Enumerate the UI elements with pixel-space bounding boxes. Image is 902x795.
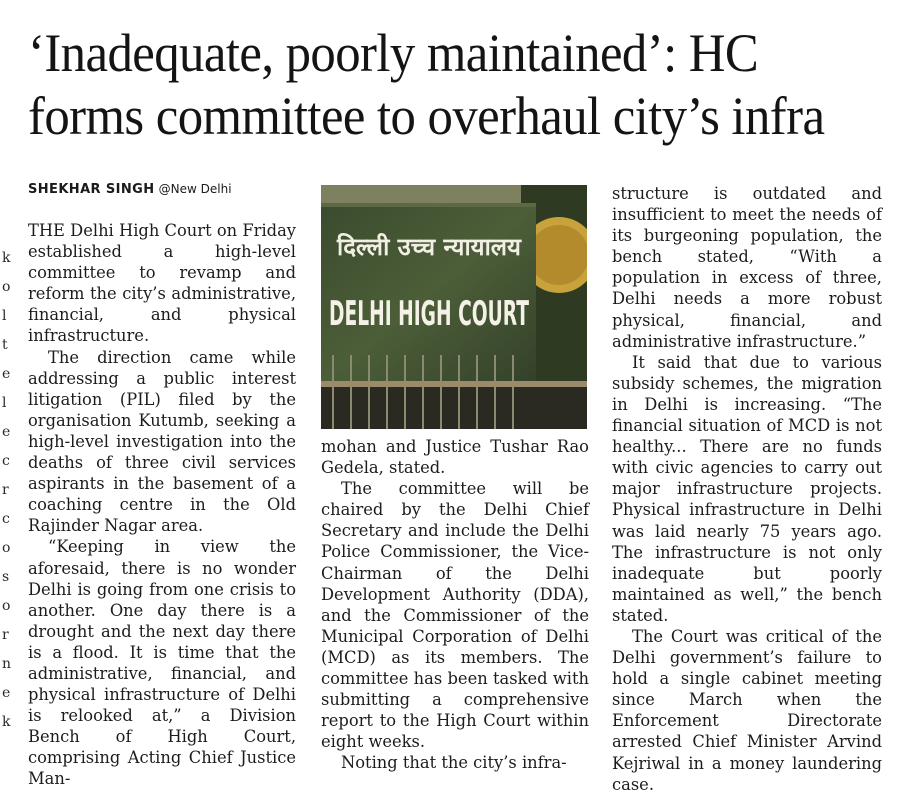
paragraph: The Court was critical of the Delhi government’s failure to hold a single cabinet meeting since March when the Enforcement Directorate arrested Chief Minister Arvind Kejriwal in a money laundering case. — [612, 626, 882, 794]
fragment-letter: e — [2, 366, 11, 382]
adjacent-column-fragment — [0, 180, 14, 780]
fragment-letter: s — [2, 569, 10, 585]
paragraph: “Keeping in view the aforesaid, there is no wonder Delhi is going from one crisis to another. One day there is a drought and the next day there is a flood. It is time that the administrative, financial, and physical infrastructure of Delhi is relooked at,” a Division Bench of High Court, comprising Acting Chief Justice Man- — [28, 537, 296, 789]
fragment-letter: r — [2, 482, 9, 498]
paragraph: It said that due to various subsidy schemes, the migration in Delhi is increasing. “The financial situation of MCD is not healthy... There are no funds with civic agencies to carry out major infrastructure projects. Physical infrastructure in Delhi was laid nearly 75 years ago. The infrastructure is not only inadequate but poorly maintained as well,” the bench stated. — [612, 352, 882, 625]
fragment-letter: c — [2, 511, 10, 527]
paragraph: mohan and Justice Tushar Rao Gedela, stated. — [321, 437, 589, 478]
paragraph: structure is outdated and insufficient to meet the needs of its burgeoning population, the bench stated, “With a population in excess of three, Delhi needs a more robust physical, financial, and administrative infrastructure.” — [612, 184, 882, 351]
article-column-2 — [321, 436, 589, 774]
article-column-1 — [28, 220, 296, 790]
fragment-letter: r — [2, 627, 9, 643]
paragraph: THE Delhi High Court on Friday established a high-level committee to revamp and reform the city’s administrative, financial, and physical infrastructure. — [28, 221, 296, 346]
headline-line-1: ‘Inadequate, poorly maintained’: HC — [28, 23, 759, 83]
fragment-letter: l — [2, 308, 7, 324]
court-sign-illustration — [321, 185, 587, 429]
fragment-letter: e — [2, 424, 11, 440]
fragment-letter: e — [2, 685, 11, 701]
paragraph: The direction came while addressing a public interest litigation (PIL) filed by the organisation Kutumb, seeking a high-level investigation into the deaths of three civil services aspirants in the basement of a coaching centre in the Old Rajinder Nagar area. — [28, 347, 296, 536]
byline-author: SHEKHAR SINGH — [28, 182, 155, 197]
delhi-high-court-photo — [321, 185, 587, 429]
fragment-letter: k — [2, 714, 11, 730]
fragment-letter: c — [2, 453, 10, 469]
fragment-letter: o — [2, 279, 11, 295]
fragment-letter: o — [2, 598, 11, 614]
paragraph: Noting that the city’s infra- — [341, 753, 567, 773]
fragment-letter: k — [2, 250, 11, 266]
paragraph: The committee will be chaired by the Delhi Chief Secretary and include the Delhi Police Commissioner, the Vice-Chairman of the Delhi Development Authority (DDA), and the Commissioner of the Municipal Corporation of Delhi (MCD) as its members. The committee has been tasked with submitting a comprehensive report to the High Court within eight weeks. — [321, 479, 589, 752]
sign-hindi: दिल्ली उच्च न्यायालय — [337, 233, 521, 261]
headline-line-2: forms committee to overhaul city’s infra — [28, 86, 825, 146]
article-column-3 — [612, 183, 882, 795]
byline-location: @New Delhi — [158, 182, 232, 196]
headline — [28, 22, 836, 148]
fragment-letter: l — [2, 395, 7, 411]
byline — [28, 182, 232, 197]
fragment-letter: o — [2, 540, 11, 556]
fragment-letter: t — [2, 337, 8, 353]
fragment-letter: n — [2, 656, 12, 672]
sign-english: DELHI HIGH COURT — [329, 294, 530, 334]
